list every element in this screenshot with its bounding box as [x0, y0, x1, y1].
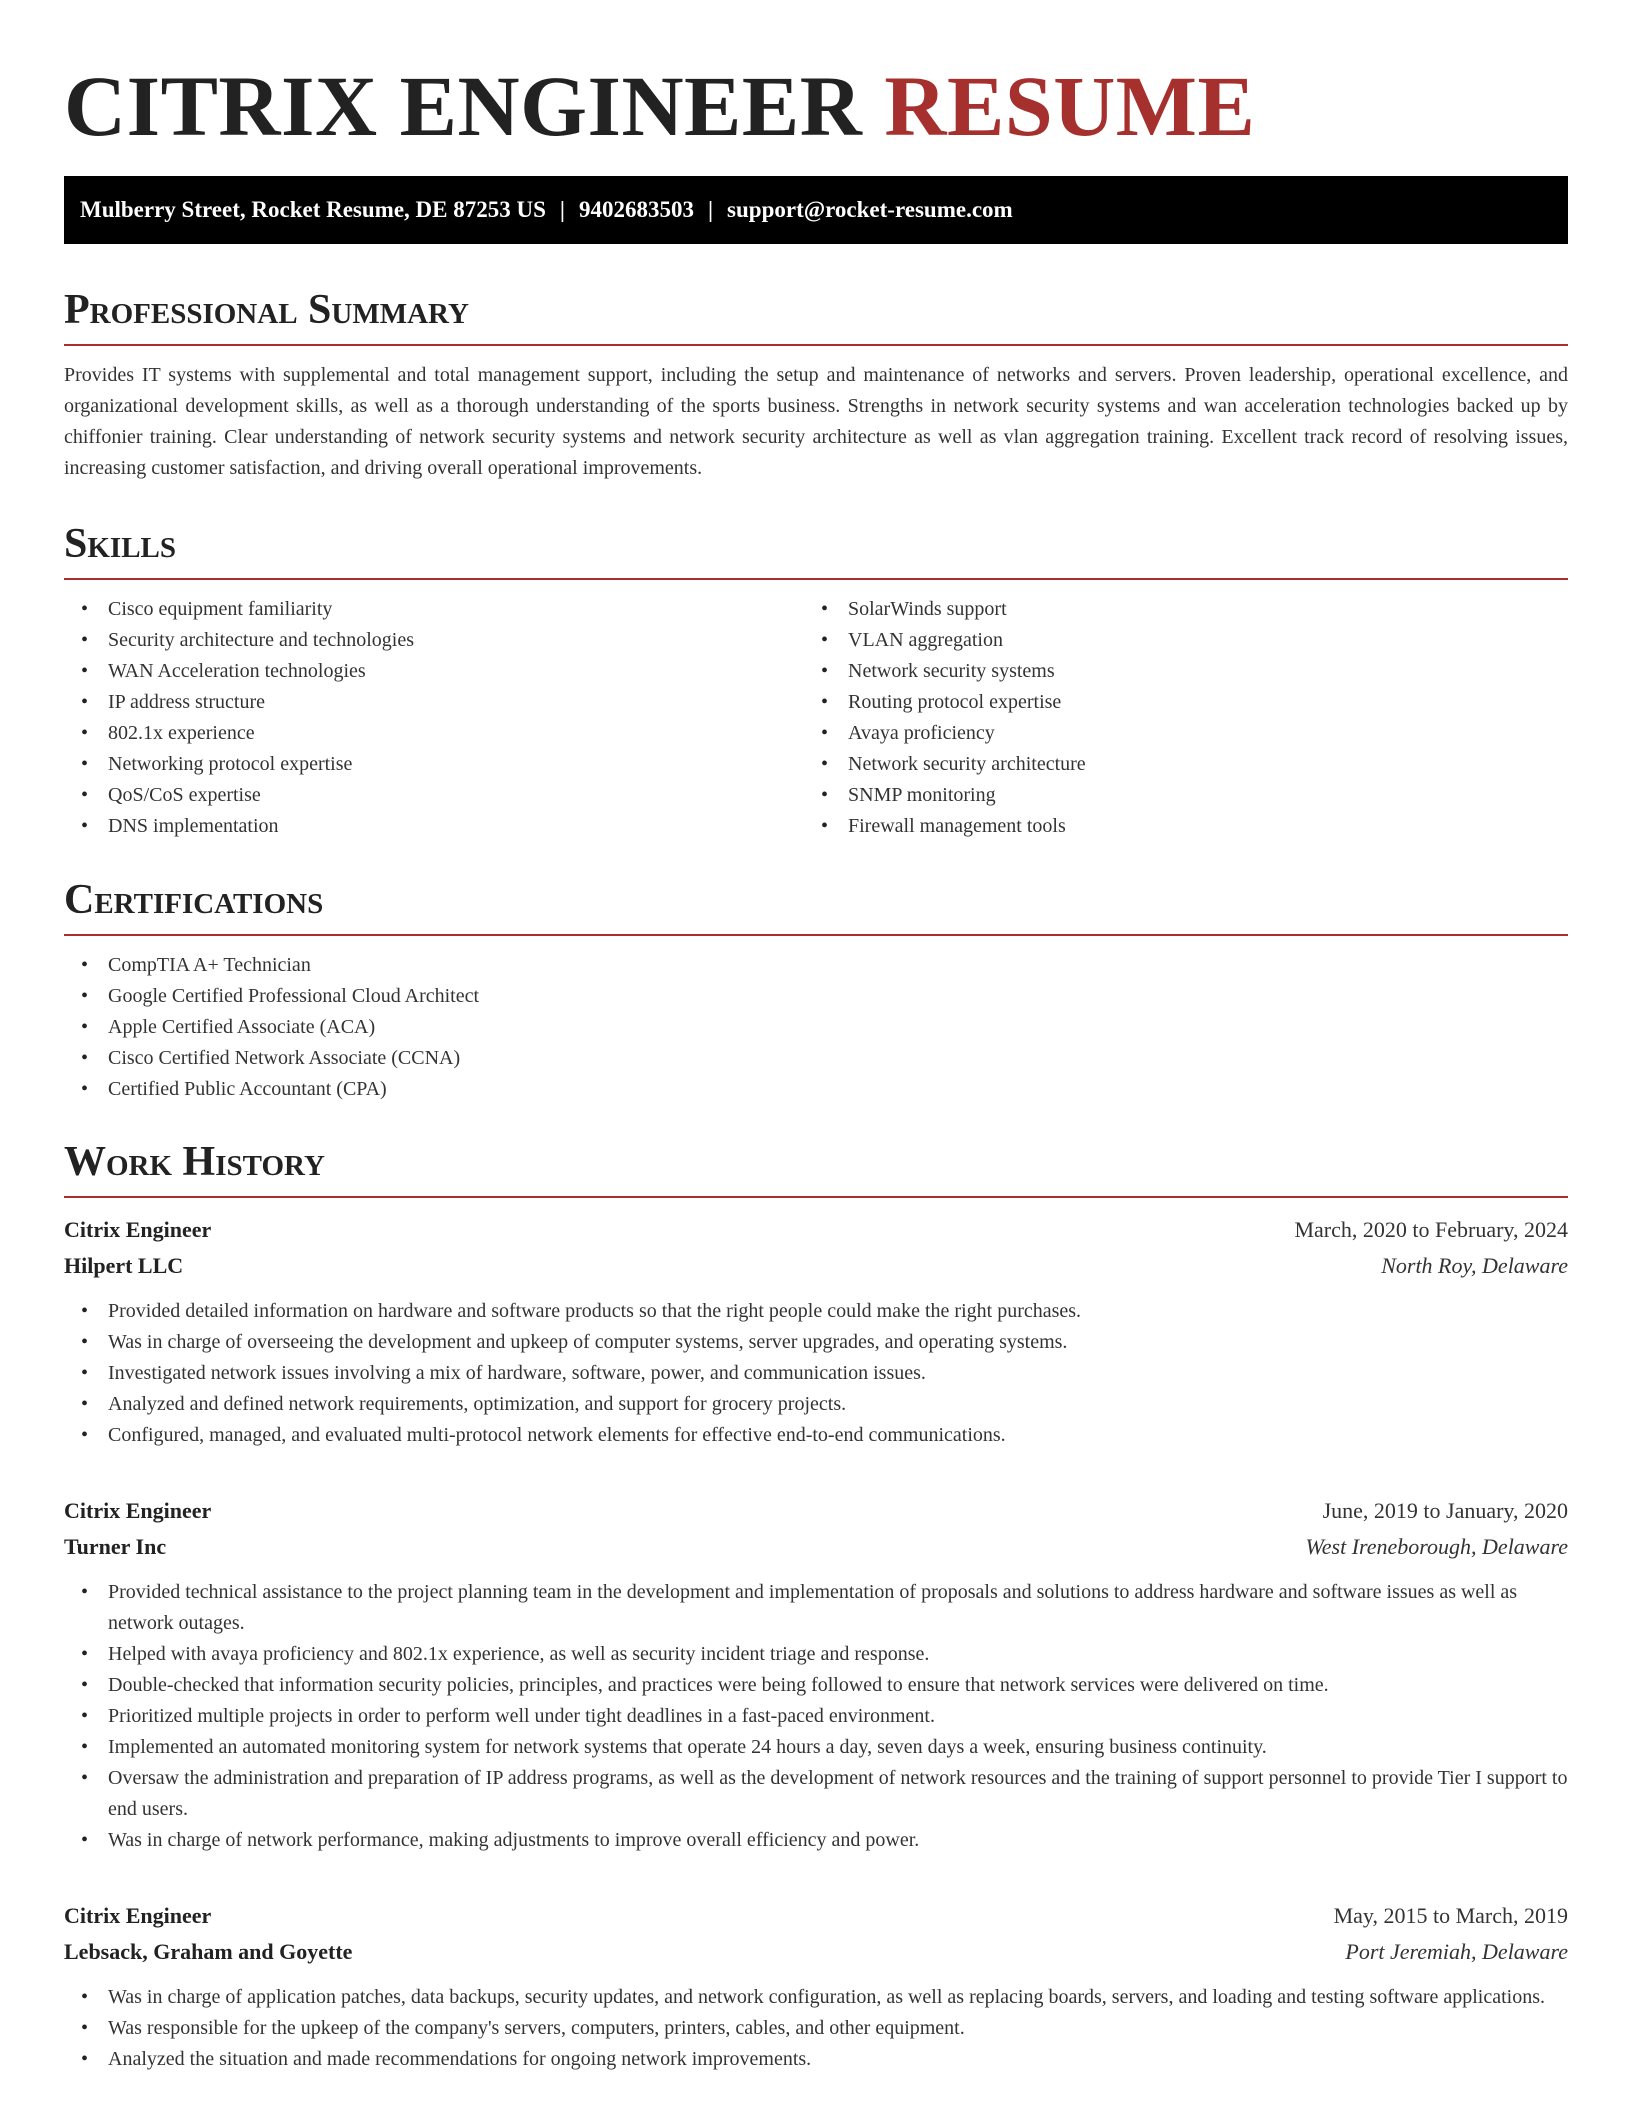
job-entry: [64, 1212, 1568, 1451]
job-dates: May, 2015 to March, 2019: [1333, 1903, 1568, 1928]
job-entry: [64, 1898, 1568, 2075]
title-accent: RESUME: [884, 58, 1256, 154]
job-company: Hilpert LLC: [64, 1253, 184, 1278]
job-entry: [64, 1493, 1568, 1856]
job-subheader-row: [64, 1529, 1568, 1565]
work-history-section: [64, 1136, 1568, 2075]
job-company: Turner Inc: [64, 1534, 167, 1559]
job-bullet: • Double-checked that information security policies, principles, and practices were being followed to ensure that network services were delivered on time.: [64, 1670, 1568, 1701]
certification-item: • Certified Public Accountant (CPA): [64, 1074, 1568, 1105]
skill-item: • VLAN aggregation: [804, 625, 1544, 656]
job-bullet: • Analyzed and defined network requirements, optimization, and support for grocery projects.: [64, 1389, 1568, 1420]
job-bullet: • Was in charge of overseeing the development and upkeep of computer systems, server upgrades, and operating systems.: [64, 1327, 1568, 1358]
job-bullet: • Was in charge of application patches, data backups, security updates, and network configuration, as well as replacing boards, servers, and loading and testing software applications.: [64, 1982, 1568, 2013]
skill-item: • Networking protocol expertise: [64, 749, 804, 780]
section-divider: [64, 344, 1568, 346]
certifications-heading: Certifications: [64, 877, 324, 923]
certifications-section: [64, 874, 1568, 1105]
section-divider: [64, 934, 1568, 936]
certification-item: • Cisco Certified Network Associate (CCNA): [64, 1043, 1568, 1074]
skills-list-left: [64, 594, 804, 842]
job-location: Port Jeremiah, Delaware: [1345, 1939, 1568, 1964]
job-title: Citrix Engineer: [64, 1217, 212, 1242]
skill-item: • Network security systems: [804, 656, 1544, 687]
skills-columns: [64, 580, 1568, 842]
resume-title: [64, 56, 1255, 156]
job-bullets: [64, 1982, 1568, 2075]
skill-item: • Firewall management tools: [804, 811, 1544, 842]
job-bullet: • Helped with avaya proficiency and 802.1x experience, as well as security incident triage and response.: [64, 1639, 1568, 1670]
job-bullet: • Oversaw the administration and preparation of IP address programs, as well as the development of network resources and the training of support personnel to provide Tier I support to end users.: [64, 1763, 1568, 1825]
job-bullet: • Configured, managed, and evaluated multi-protocol network elements for effective end-to-end communications.: [64, 1420, 1568, 1451]
spacer: [64, 1451, 1568, 1479]
skill-item: • 802.1x experience: [64, 718, 804, 749]
job-bullet: • Provided detailed information on hardware and software products so that the right people could make the right purchases.: [64, 1296, 1568, 1327]
contact-bar: [64, 176, 1568, 244]
job-title: Citrix Engineer: [64, 1903, 212, 1928]
job-location: West Ireneborough, Delaware: [1305, 1534, 1568, 1559]
job-bullet: • Provided technical assistance to the project planning team in the development and implementation of proposals and solutions to address hardware and software issues as well as network outages.: [64, 1577, 1568, 1639]
skill-item: • Avaya proficiency: [804, 718, 1544, 749]
spacer: [64, 1856, 1568, 1884]
skill-item: • Network security architecture: [804, 749, 1544, 780]
job-bullet: • Investigated network issues involving a mix of hardware, software, power, and communication issues.: [64, 1358, 1568, 1389]
summary-section: [64, 284, 1568, 484]
certification-item: • Google Certified Professional Cloud Architect: [64, 981, 1568, 1012]
skills-section: [64, 518, 1568, 842]
contact-phone: 9402683503: [578, 197, 694, 222]
job-bullet: • Implemented an automated monitoring system for network systems that operate 24 hours a day, seven days a week, ensuring business continuity.: [64, 1732, 1568, 1763]
skill-item: • Security architecture and technologies: [64, 625, 804, 656]
work-history-heading: Work History: [64, 1139, 325, 1185]
skill-item: • SolarWinds support: [804, 594, 1544, 625]
job-bullet: • Was in charge of network performance, making adjustments to improve overall efficiency and power.: [64, 1825, 1568, 1856]
job-subheader-row: [64, 1248, 1568, 1284]
title-main: CITRIX ENGINEER: [64, 58, 863, 154]
job-header-row: [64, 1898, 1568, 1934]
skills-heading: Skills: [64, 521, 177, 567]
contact-separator: |: [559, 197, 565, 222]
contact-address: Mulberry Street, Rocket Resume, DE 87253 US: [80, 197, 546, 222]
skill-item: • IP address structure: [64, 687, 804, 718]
job-dates: March, 2020 to February, 2024: [1294, 1217, 1568, 1242]
certification-item: • CompTIA A+ Technician: [64, 950, 1568, 981]
job-bullets: [64, 1296, 1568, 1451]
job-subheader-row: [64, 1934, 1568, 1970]
summary-text: Provides IT systems with supplemental and total management support, including the setup and maintenance of networks and servers. Proven leadership, operational excellence, and organizational development skills, as well as a thorough understanding of the sports business. Strengths in network security systems and wan acceleration technologies backed up by chiffonier training. Clear understanding of network security systems and network security architecture as well as vlan aggregation training. Excellent track record of resolving issues, increasing customer satisfaction, and driving overall operational improvements.: [64, 364, 1568, 479]
skill-item: • Routing protocol expertise: [804, 687, 1544, 718]
skill-item: • Cisco equipment familiarity: [64, 594, 804, 625]
summary-heading: Professional Summary: [64, 287, 469, 333]
skills-list-right: [804, 594, 1544, 842]
contact-email[interactable]: support@rocket-resume.com: [727, 197, 1013, 222]
job-location: North Roy, Delaware: [1381, 1253, 1568, 1278]
section-divider: [64, 1196, 1568, 1198]
job-company: Lebsack, Graham and Goyette: [64, 1939, 353, 1964]
contact-separator: |: [707, 197, 714, 222]
job-bullet: • Analyzed the situation and made recommendations for ongoing network improvements.: [64, 2044, 1568, 2075]
certifications-list: [64, 950, 1568, 1105]
skill-item: • SNMP monitoring: [804, 780, 1544, 811]
job-header-row: [64, 1493, 1568, 1529]
certification-item: • Apple Certified Associate (ACA): [64, 1012, 1568, 1043]
job-title: Citrix Engineer: [64, 1498, 212, 1523]
job-bullet: • Prioritized multiple projects in order to perform well under tight deadlines in a fast-paced environment.: [64, 1701, 1568, 1732]
skill-item: • WAN Acceleration technologies: [64, 656, 804, 687]
job-bullets: [64, 1577, 1568, 1856]
job-bullet: • Was responsible for the upkeep of the company's servers, computers, printers, cables, and other equipment.: [64, 2013, 1568, 2044]
skill-item: • QoS/CoS expertise: [64, 780, 804, 811]
skill-item: • DNS implementation: [64, 811, 804, 842]
job-header-row: [64, 1212, 1568, 1248]
job-dates: June, 2019 to January, 2020: [1322, 1498, 1568, 1523]
